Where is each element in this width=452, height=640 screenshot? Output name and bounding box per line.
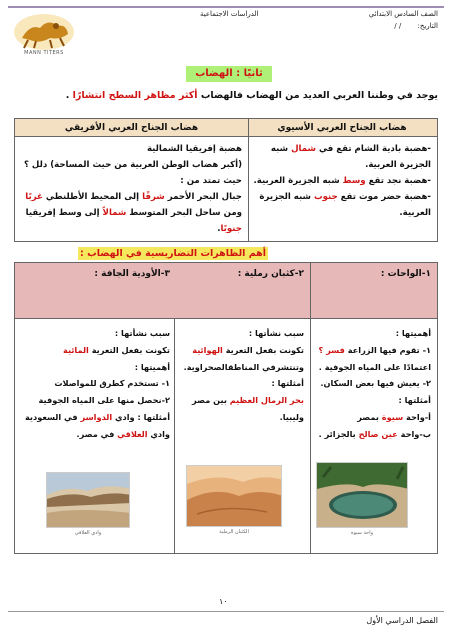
text-segment: أهميتها : [134, 361, 170, 372]
dunes-header: ٢-كثبان رملية : [175, 263, 310, 319]
text-line [181, 375, 304, 392]
text-segment: أهميتها : [395, 328, 431, 338]
text-segment: العربية. [399, 208, 431, 218]
highlighted-term: غربًا [25, 192, 43, 202]
african-plateaus-column [15, 119, 249, 241]
text-segment: -هضبة حضر موت تقع [337, 192, 431, 202]
highlighted-term: شمالاً [102, 208, 127, 218]
sand-dunes-caption: الكثبان الرملية [219, 529, 249, 535]
highlighted-term: فسر ؟ [318, 344, 345, 355]
valleys-body [15, 319, 176, 449]
text-segment: شبه الجزيرة [259, 192, 314, 202]
text-segment: وتنتشرفي المناطقالصحراوية. [183, 361, 304, 372]
text-segment: تكونت بفعل التعرية [88, 344, 170, 355]
text-line [21, 189, 242, 205]
text-line [253, 141, 431, 157]
top-border [8, 6, 444, 8]
text-line [21, 173, 242, 189]
text-segment: بالجزائر . [318, 428, 359, 439]
text-segment: ١- تقوم فيها الزراعة [344, 344, 431, 355]
text-line [21, 359, 170, 376]
subject-label: الدراسات الاجتماعية [200, 10, 259, 18]
highlighted-term: شرقًا [142, 192, 165, 202]
text-segment: تكونت بفعل التعرية [222, 344, 304, 355]
text-segment: في مصر. [76, 428, 118, 439]
text-line [317, 392, 431, 409]
text-segment: شبه الجزيرة العربية. [253, 176, 343, 186]
text-line [317, 325, 431, 342]
text-line [253, 157, 431, 173]
text-line [181, 392, 304, 409]
siwa-oasis-caption: واحة سيوة [350, 530, 374, 536]
valleys-header: ٣-الأودية الجافة : [15, 263, 176, 319]
highlighted-term: بحر الرمال العظيم [229, 395, 304, 406]
text-segment: ٢-نحصل منها على المياه الجوفية [38, 395, 170, 406]
text-segment: وليبيا. [279, 411, 304, 422]
date-field [394, 22, 438, 30]
text-line [317, 342, 431, 359]
text-segment: حيث تمتد من : [180, 176, 242, 186]
text-line [21, 426, 170, 443]
highlighted-term: المائية [63, 344, 89, 355]
text-segment: جبال البحر الأحمر [164, 192, 242, 202]
text-segment: هضبة إفريقيا الشمالية [146, 144, 242, 154]
page-number: ١٠ [219, 597, 228, 606]
text-segment: ومن ساحل البحر المتوسط [126, 208, 242, 218]
bottom-border [8, 611, 444, 612]
text-line [317, 359, 431, 376]
asian-plateaus-body [247, 137, 437, 225]
african-plateaus-header: هضاب الجناح العربي الأفريقي [15, 119, 248, 137]
text-segment: شبه [270, 144, 292, 154]
intro-highlight: أكثر مظاهر السطح انتشارًا [72, 90, 198, 101]
intro-text [18, 89, 438, 103]
highlighted-term: عين صالح [358, 428, 398, 439]
text-line [21, 375, 170, 392]
text-line [317, 409, 431, 426]
text-line [253, 189, 431, 205]
text-segment: سبب نشأتها : [248, 328, 304, 338]
text-segment: الجزيرة العربية. [365, 160, 431, 170]
section-title: ثانيًا : الهضاب [186, 66, 272, 82]
asian-plateaus-column [247, 119, 437, 241]
african-plateaus-body [15, 137, 248, 241]
date-value: / / [394, 22, 402, 30]
intro-part3: . [65, 90, 70, 101]
text-segment: إلى وسط إفريقيا [25, 208, 103, 218]
text-line [317, 375, 431, 392]
wadi-allaqi-caption: وادي العلاقي [74, 530, 102, 536]
text-segment: أمثلتها : [271, 378, 304, 389]
oases-body [311, 319, 437, 449]
text-line [21, 157, 242, 173]
text-segment: بمصر [357, 411, 382, 422]
text-segment: أ-واحة [403, 411, 431, 422]
text-segment: وادي [147, 428, 170, 439]
intro-part1: يوجد في وطننا العربي العديد من الهضاب فالهضاب [200, 90, 438, 101]
text-segment: سبب نشأتها : [114, 328, 170, 338]
asian-plateaus-header: هضاب الجناح العربي الأسيوي [247, 119, 437, 137]
text-line [21, 409, 170, 426]
text-segment: بين مصر [192, 395, 230, 406]
sand-dunes-photo [186, 465, 282, 527]
siwa-oasis-photo [316, 462, 408, 528]
text-segment: اعتمادًا على المياه الجوفية . [318, 361, 431, 372]
oases-header: ١-الواحات : [311, 263, 437, 319]
logo-text: MANN TITERS [24, 50, 64, 56]
text-line [181, 342, 304, 359]
term-label: الفصل الدراسي الأول [366, 616, 438, 625]
text-line [21, 392, 170, 409]
highlighted-term: شمال [291, 144, 316, 154]
plateaus-table [14, 118, 438, 242]
wadi-allaqi-photo [46, 472, 130, 528]
text-line [21, 141, 242, 157]
text-segment: ب-واحة [397, 428, 431, 439]
text-line [21, 325, 170, 342]
text-segment: أمثلتها : وادي [112, 411, 170, 422]
highlighted-term: سيوة [381, 411, 404, 422]
text-segment: -هضبة نجد تقع [365, 176, 431, 186]
text-segment: أمثلتها : [398, 395, 431, 406]
text-line [21, 205, 242, 237]
text-line [181, 409, 304, 426]
text-line [21, 342, 170, 359]
school-logo [10, 10, 78, 54]
features-title: أهم الظاهرات التضاريسية في الهضاب : [80, 248, 266, 259]
text-segment: في السعودية [24, 411, 81, 422]
highlighted-term: العلاقي [117, 428, 148, 439]
text-line [253, 205, 431, 221]
text-segment: . [217, 224, 221, 234]
text-segment: ١- تستخدم كطرق للمواصلات [54, 378, 170, 389]
text-segment: إلى المحيط الأطلنطي [42, 192, 143, 202]
highlighted-term: الدواسر [80, 411, 113, 422]
text-segment: (أكبر هضاب الوطن العربية من حيث المساحة) دلل ؟ [23, 160, 242, 170]
grade-label: الصف السادس الابتدائي [368, 10, 438, 18]
dunes-body [175, 319, 310, 432]
text-segment: ٢- يعيش فيها بعض السكان. [320, 378, 431, 389]
text-line [253, 173, 431, 189]
highlighted-term: وسط [342, 176, 366, 186]
highlighted-term: جنوب [313, 192, 338, 202]
text-line [181, 359, 304, 376]
text-line [181, 325, 304, 342]
text-line [317, 426, 431, 443]
highlighted-term: الهوائية [192, 344, 223, 355]
date-label: التاريخ: [417, 22, 438, 30]
highlighted-term: جنوبًا [220, 224, 242, 234]
text-segment: -هضبة بادية الشام تقع في [315, 144, 431, 154]
